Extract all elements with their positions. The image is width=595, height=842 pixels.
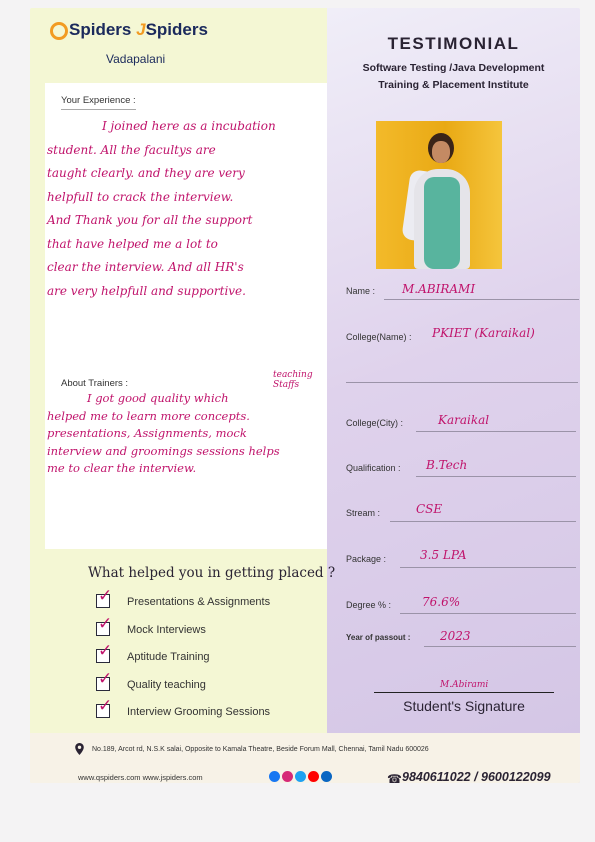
- checklist-label: Aptitude Training: [127, 651, 210, 663]
- brand-logo: [50, 20, 208, 40]
- blank-underline: [346, 382, 578, 383]
- name-value: M.ABIRAMI: [402, 282, 476, 296]
- social-icons: [269, 769, 334, 783]
- phone-icon: ☎: [387, 772, 402, 783]
- checklist-label: Mock Interviews: [127, 623, 206, 636]
- name-underline: [384, 299, 579, 300]
- check-mark-icon: ✓: [98, 586, 113, 605]
- brand-name-jspiders: Spiders: [145, 20, 208, 39]
- stream-label: Stream :: [346, 508, 381, 518]
- experience-line: are very helpfull and supportive.: [47, 283, 246, 298]
- instagram-icon[interactable]: [282, 771, 293, 782]
- signature-line: [374, 692, 554, 693]
- check-mark-icon: ✓: [98, 641, 113, 660]
- college-city-value: Karaikal: [438, 413, 490, 427]
- experience-card: [45, 83, 327, 366]
- trainers-line: helped me to learn more concepts.: [47, 408, 250, 423]
- phone-numbers: 9840611022 / 9600122099: [402, 770, 551, 783]
- trainers-line: me to clear the interview.: [47, 461, 197, 475]
- stream-underline: [390, 521, 576, 522]
- package-label: Package :: [346, 554, 387, 564]
- check-mark-icon: ✓: [98, 613, 113, 633]
- experience-label: Your Experience :: [61, 95, 136, 110]
- subtitle-line-2: Training & Placement Institute: [378, 79, 529, 91]
- degree-label: Degree % :: [346, 600, 392, 610]
- degree-value: 76.6%: [422, 595, 461, 609]
- trainers-text: [47, 390, 322, 478]
- experience-line: that have helped me a lot to: [47, 236, 218, 251]
- qualification-value: B.Tech: [426, 458, 468, 472]
- college-city-underline: [416, 431, 576, 432]
- subtitle-line-1: Software Testing /Java Development: [362, 62, 545, 74]
- qualification-underline: [416, 476, 576, 477]
- checklist-label: Quality teaching: [127, 678, 206, 691]
- brand-j-letter: J: [136, 20, 146, 39]
- twitter-icon[interactable]: [295, 771, 306, 782]
- check-mark-icon: ✓: [98, 696, 113, 715]
- experience-line: And Thank you for all the support: [47, 213, 253, 227]
- signature-scrawl: M.Abirami: [440, 680, 489, 690]
- experience-line: clear the interview. And all HR's: [47, 260, 244, 274]
- college-name-value: PKIET (Karaikal): [432, 326, 535, 340]
- experience-text: [47, 115, 322, 303]
- brand-name-qspiders: Spiders: [69, 20, 132, 39]
- trainers-label: About Trainers :: [61, 378, 129, 389]
- package-value: 3.5 LPA: [420, 548, 467, 562]
- qualification-label: Qualification :: [346, 463, 401, 473]
- address-text: No.189, Arcot rd, N.S.K salai, Opposite to Kamala Theatre, Beside Forum Mall, Chennai, Tamil Nadu 600026: [92, 746, 429, 753]
- college-city-label: College(City) :: [346, 418, 404, 428]
- trainers-card: [45, 366, 327, 549]
- trainers-line: I got good quality which: [87, 391, 229, 405]
- youtube-icon[interactable]: [308, 771, 319, 782]
- q-ring-icon: [50, 22, 68, 40]
- signature-label: Student's Signature: [403, 698, 525, 714]
- stream-value: CSE: [416, 502, 443, 516]
- experience-line: helpfull to crack the interview.: [47, 189, 234, 204]
- passout-underline: [424, 646, 576, 647]
- passout-value: 2023: [440, 629, 471, 643]
- trainers-line: interview and groomings sessions helps: [47, 443, 280, 458]
- branch-name: Vadapalani: [106, 52, 166, 66]
- experience-line: I joined here as a incubation: [102, 119, 276, 133]
- name-label: Name :: [346, 286, 376, 296]
- trainers-line: presentations, Assignments, mock: [47, 426, 247, 440]
- location-pin-icon: [75, 743, 84, 755]
- student-photo: [376, 121, 502, 269]
- linkedin-icon[interactable]: [321, 771, 332, 782]
- college-name-label: College(Name) :: [346, 332, 412, 342]
- check-mark-icon: ✓: [98, 668, 113, 688]
- page-title: TESTIMONIAL: [387, 34, 520, 53]
- testimonial-sheet: [30, 8, 580, 783]
- website-links[interactable]: www.qspiders.com www.jspiders.com: [78, 773, 203, 782]
- degree-underline: [400, 613, 576, 614]
- experience-line: taught clearly. and they are very: [47, 166, 245, 180]
- checklist-label: Presentations & Assignments: [127, 596, 271, 608]
- trainers-insert-note: teaching Staffs: [273, 370, 313, 390]
- experience-line: student. All the facultys are: [47, 142, 216, 157]
- passout-label: Year of passout :: [346, 633, 411, 642]
- page-subtitle: [327, 60, 580, 94]
- placement-title: What helped you in getting placed ?: [88, 565, 336, 581]
- facebook-icon[interactable]: [269, 771, 280, 782]
- checklist-label: Interview Grooming Sessions: [127, 706, 271, 718]
- package-underline: [400, 567, 576, 568]
